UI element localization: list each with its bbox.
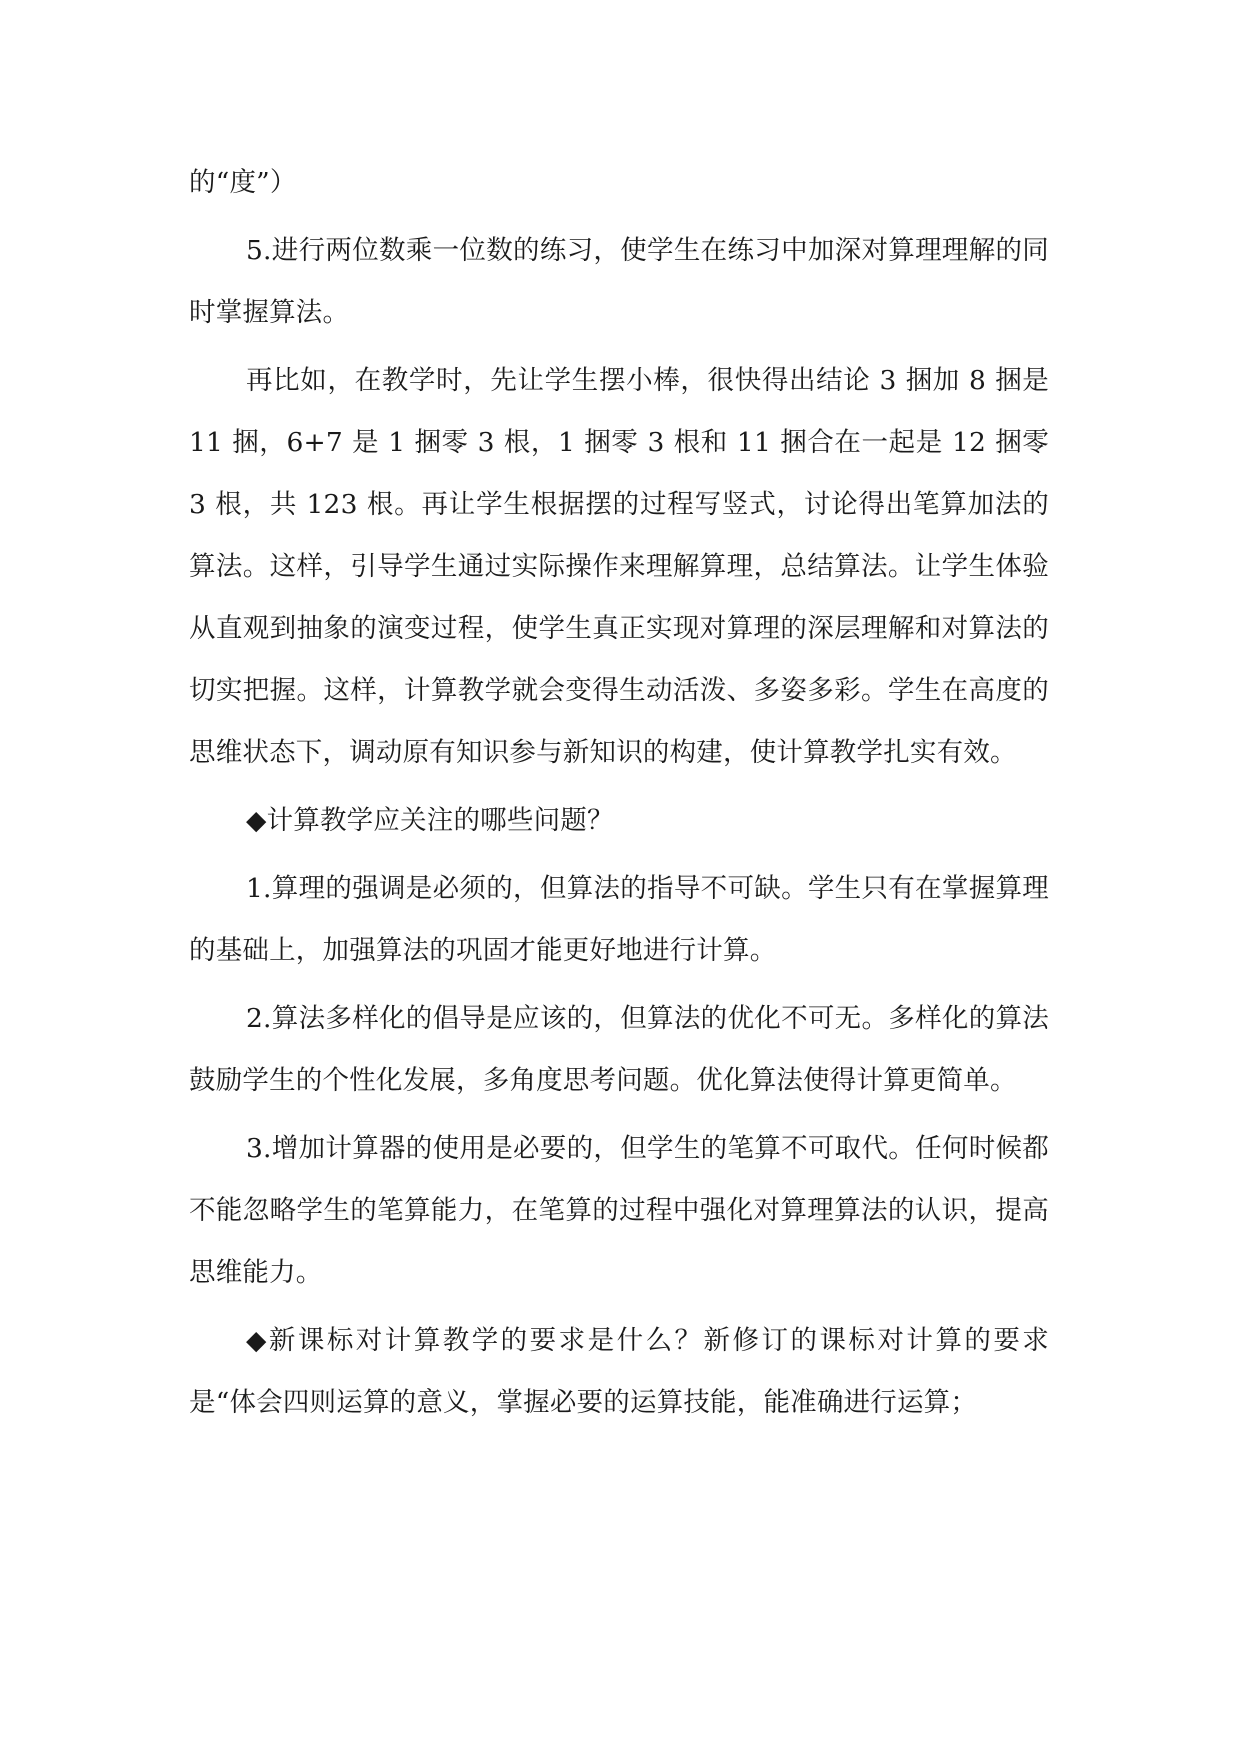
paragraph-item-5: 5.进行两位数乘一位数的练习，使学生在练习中加深对算理理解的同时掌握算法。 [189, 235, 1049, 328]
paragraph-example: 再比如，在教学时，先让学生摆小棒，很快得出结论 3 捆加 8 捆是 11 捆，6+7 是 1 捆零 3 根，1 捆零 3 根和 11 捆合在一起是 12 捆零 3 根，共 123 根。再让学生根据摆的过程写竖式，讨论得出笔算加法的算法。这样，引导学生通过实际操作来理解算理，总结算法。让学生体验从直观到抽象的演变过程，使学生真正实现对算理的深层理解和对算法的切实把握。这样，计算教学就会变得生动活泼、多姿多彩。学生在高度的思维状态下，调动原有知识参与新知识的构建，使计算教学扎实有效。 [189, 365, 1049, 768]
section-heading-issues: ◆计算教学应关注的哪些问题？ [246, 805, 614, 836]
paragraph-issue-1: 1.算理的强调是必须的，但算法的指导不可缺。学生只有在掌握算理的基础上，加强算法的巩固才能更好地进行计算。 [189, 873, 1049, 966]
document-body [189, 152, 1049, 1434]
paragraph-continuation: 的“度”） [189, 167, 297, 198]
paragraph-issue-3: 3.增加计算器的使用是必要的，但学生的笔算不可取代。任何时候都不能忽略学生的笔算能力，在笔算的过程中强化对算理算法的认识，提高思维能力。 [189, 1133, 1049, 1288]
paragraph-curriculum-standard: ◆新课标对计算教学的要求是什么？新修订的课标对计算的要求是“体会四则运算的意义，掌握必要的运算技能，能准确进行运算； [189, 1325, 1049, 1418]
paragraph-issue-2: 2.算法多样化的倡导是应该的，但算法的优化不可无。多样化的算法鼓励学生的个性化发展，多角度思考问题。优化算法使得计算更简单。 [189, 1003, 1049, 1096]
